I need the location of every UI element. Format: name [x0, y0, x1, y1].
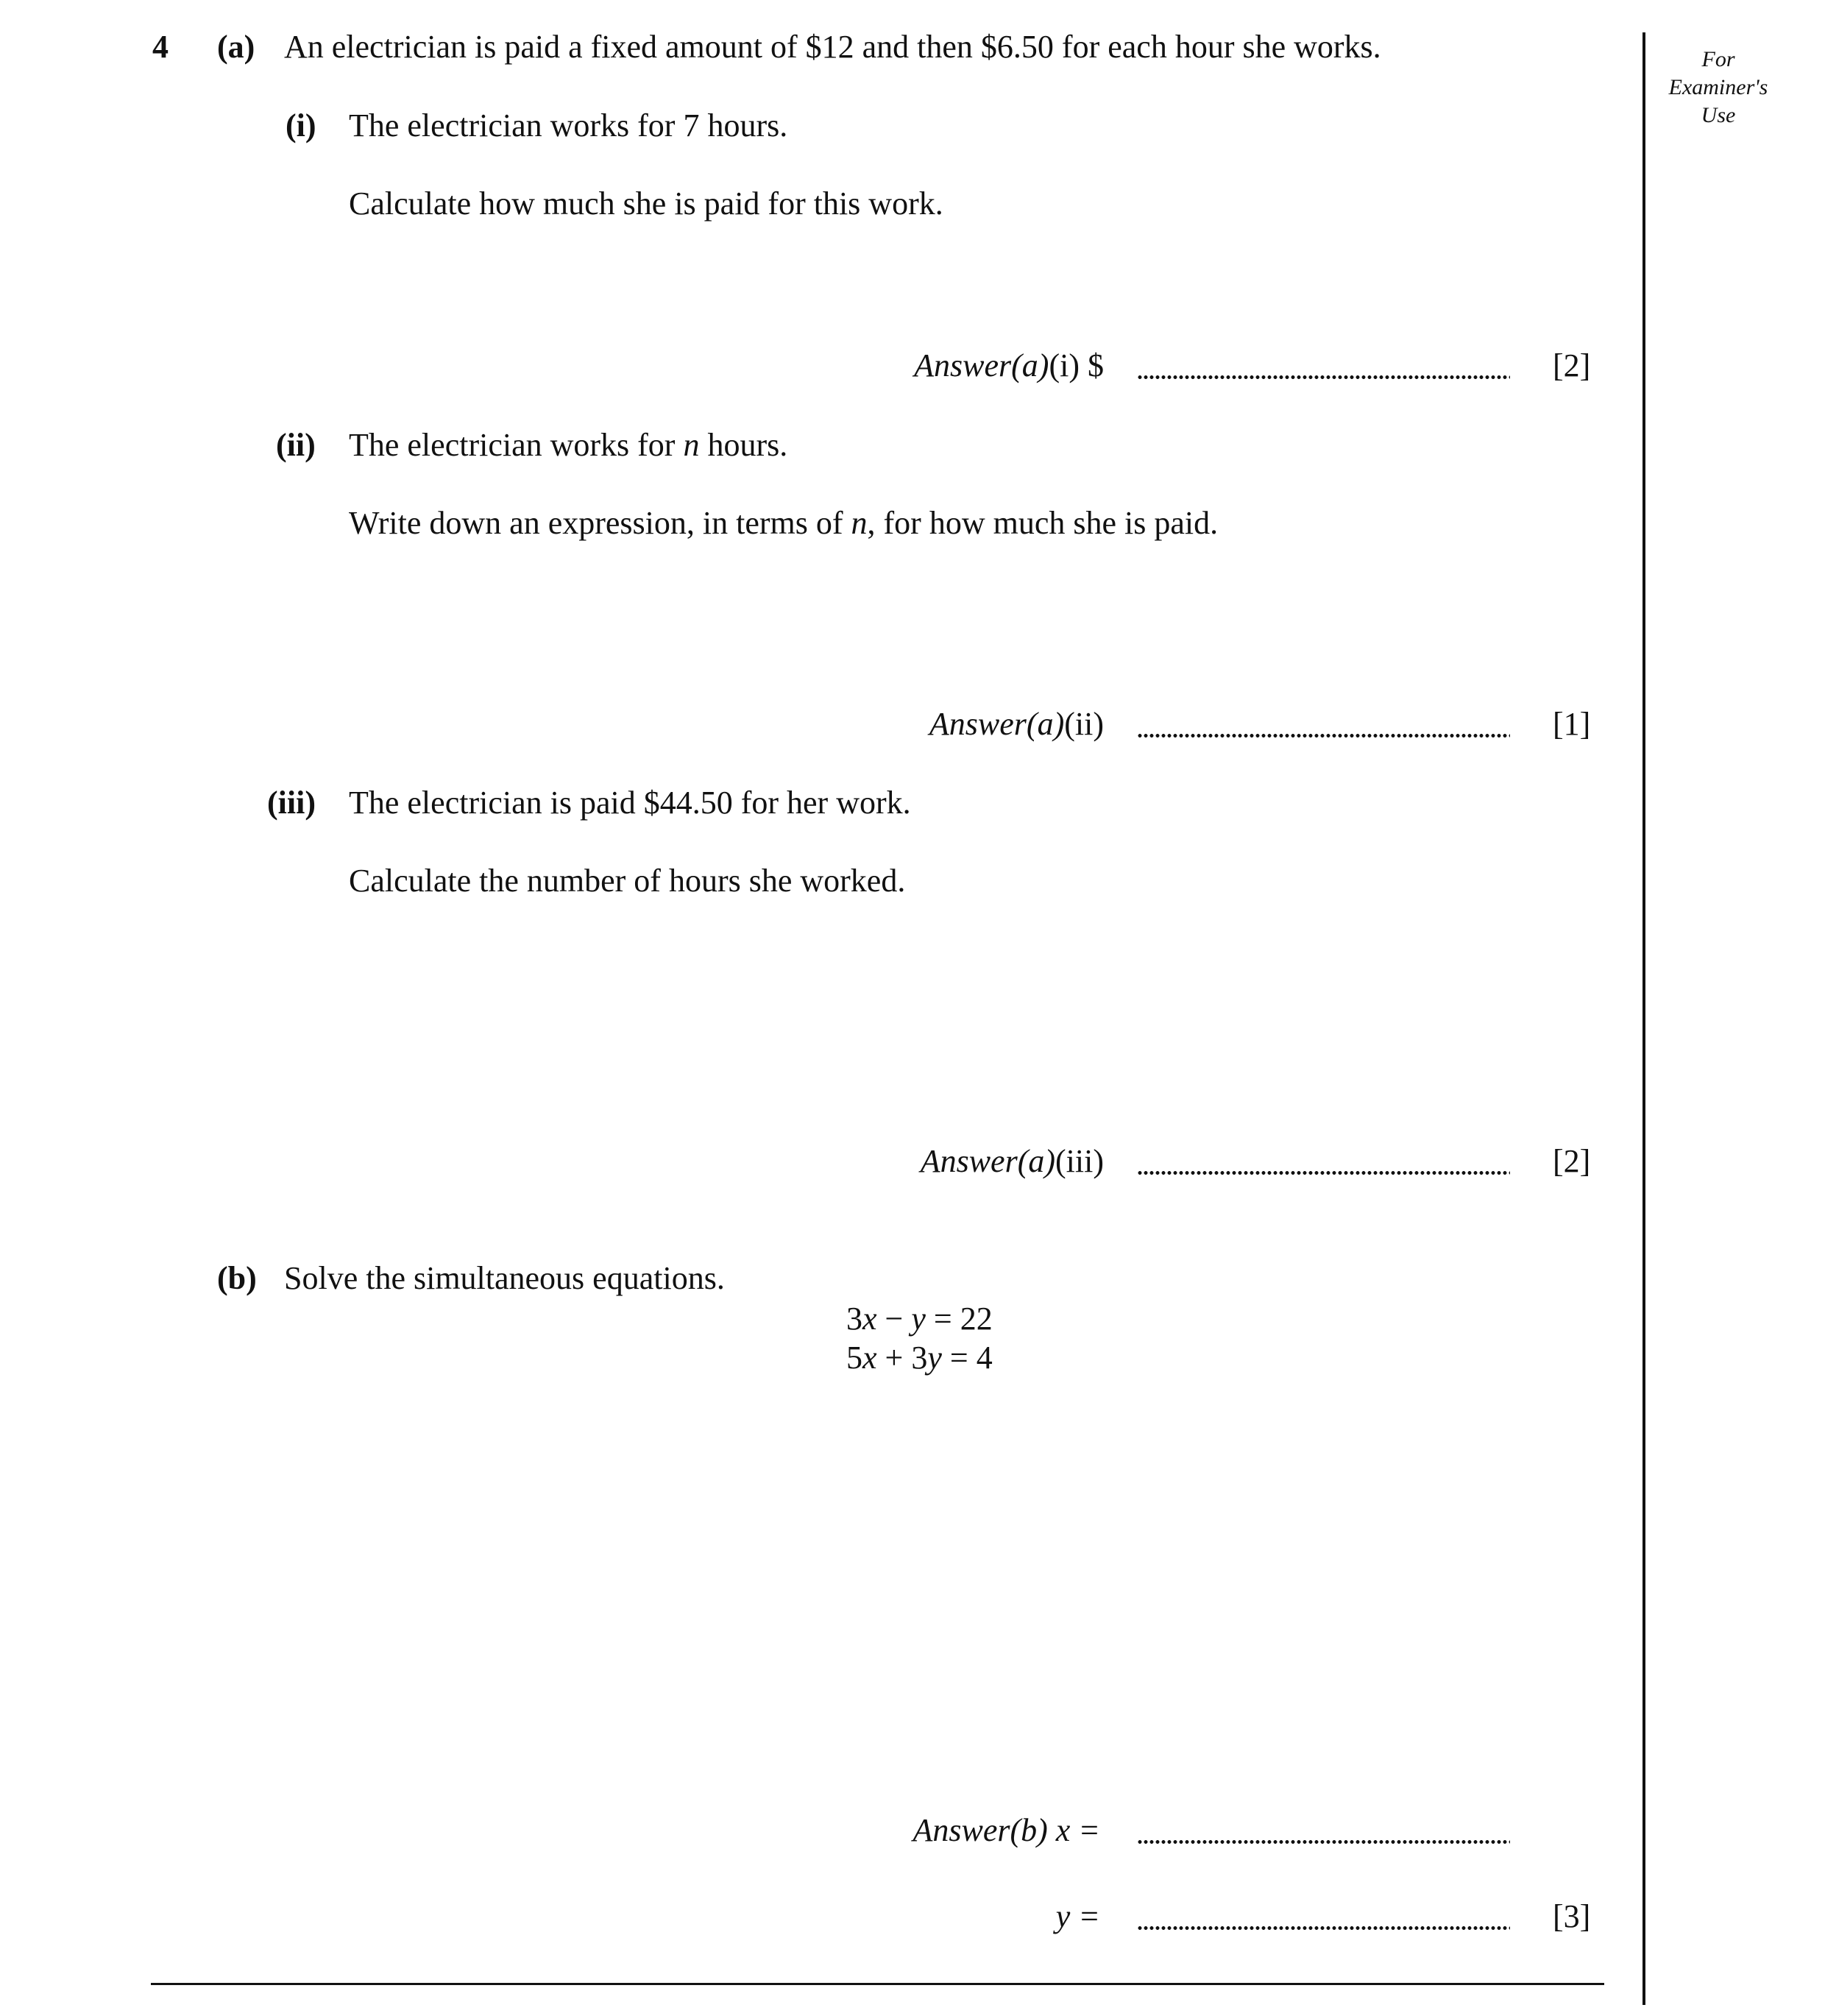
part-a-iii-label: (iii) — [267, 785, 316, 821]
part-a-iii-line2: Calculate the number of hours she worked. — [349, 863, 906, 899]
answer-a-iii-label: Answer(a)(iii) — [920, 1143, 1104, 1179]
equation-1: 3x − y = 22 — [846, 1301, 993, 1337]
part-a-iii-line1: The electrician is paid $44.50 for her work. — [349, 785, 911, 821]
part-a-text: An electrician is paid a fixed amount of $12 and then $6.50 for each hour she works. — [284, 29, 1381, 65]
answer-b-y-label: y = — [1055, 1898, 1100, 1934]
part-a-ii-line1: The electrician works for n hours. — [349, 427, 788, 463]
answer-a-ii-label: Answer(a)(ii) — [929, 706, 1104, 742]
marks-a-i: [2] — [1553, 347, 1591, 383]
equation-2: 5x + 3y = 4 — [846, 1340, 993, 1376]
answer-a-iii-line[interactable] — [1137, 1171, 1510, 1175]
answer-a-ii-line[interactable] — [1137, 734, 1510, 738]
marks-a-iii: [2] — [1553, 1143, 1591, 1179]
part-a-i-line1: The electrician works for 7 hours. — [349, 107, 788, 144]
answer-b-x-label: Answer(b) x = — [912, 1812, 1100, 1848]
part-a-label: (a) — [217, 29, 255, 65]
examiner-margin-rule — [1642, 32, 1645, 2005]
part-a-i-label: (i) — [286, 107, 316, 144]
part-a-i-line2: Calculate how much she is paid for this work. — [349, 185, 943, 222]
question-number: 4 — [152, 29, 169, 65]
marks-b: [3] — [1553, 1898, 1591, 1934]
bottom-rule — [151, 1983, 1604, 1985]
answer-a-i-label: Answer(a)(i) $ — [914, 347, 1104, 383]
answer-a-i-line[interactable] — [1137, 375, 1510, 379]
examiner-use-note: For Examiner's Use — [1668, 47, 1768, 127]
marks-a-ii: [1] — [1553, 706, 1591, 742]
answer-b-y-line[interactable] — [1137, 1926, 1510, 1930]
part-a-ii-label: (ii) — [276, 427, 316, 463]
part-a-ii-line2: Write down an expression, in terms of n, for how much she is paid. — [349, 505, 1219, 541]
part-b-label: (b) — [217, 1260, 257, 1296]
part-b-text: Solve the simultaneous equations. — [284, 1260, 725, 1296]
answer-b-x-line[interactable] — [1137, 1840, 1510, 1844]
